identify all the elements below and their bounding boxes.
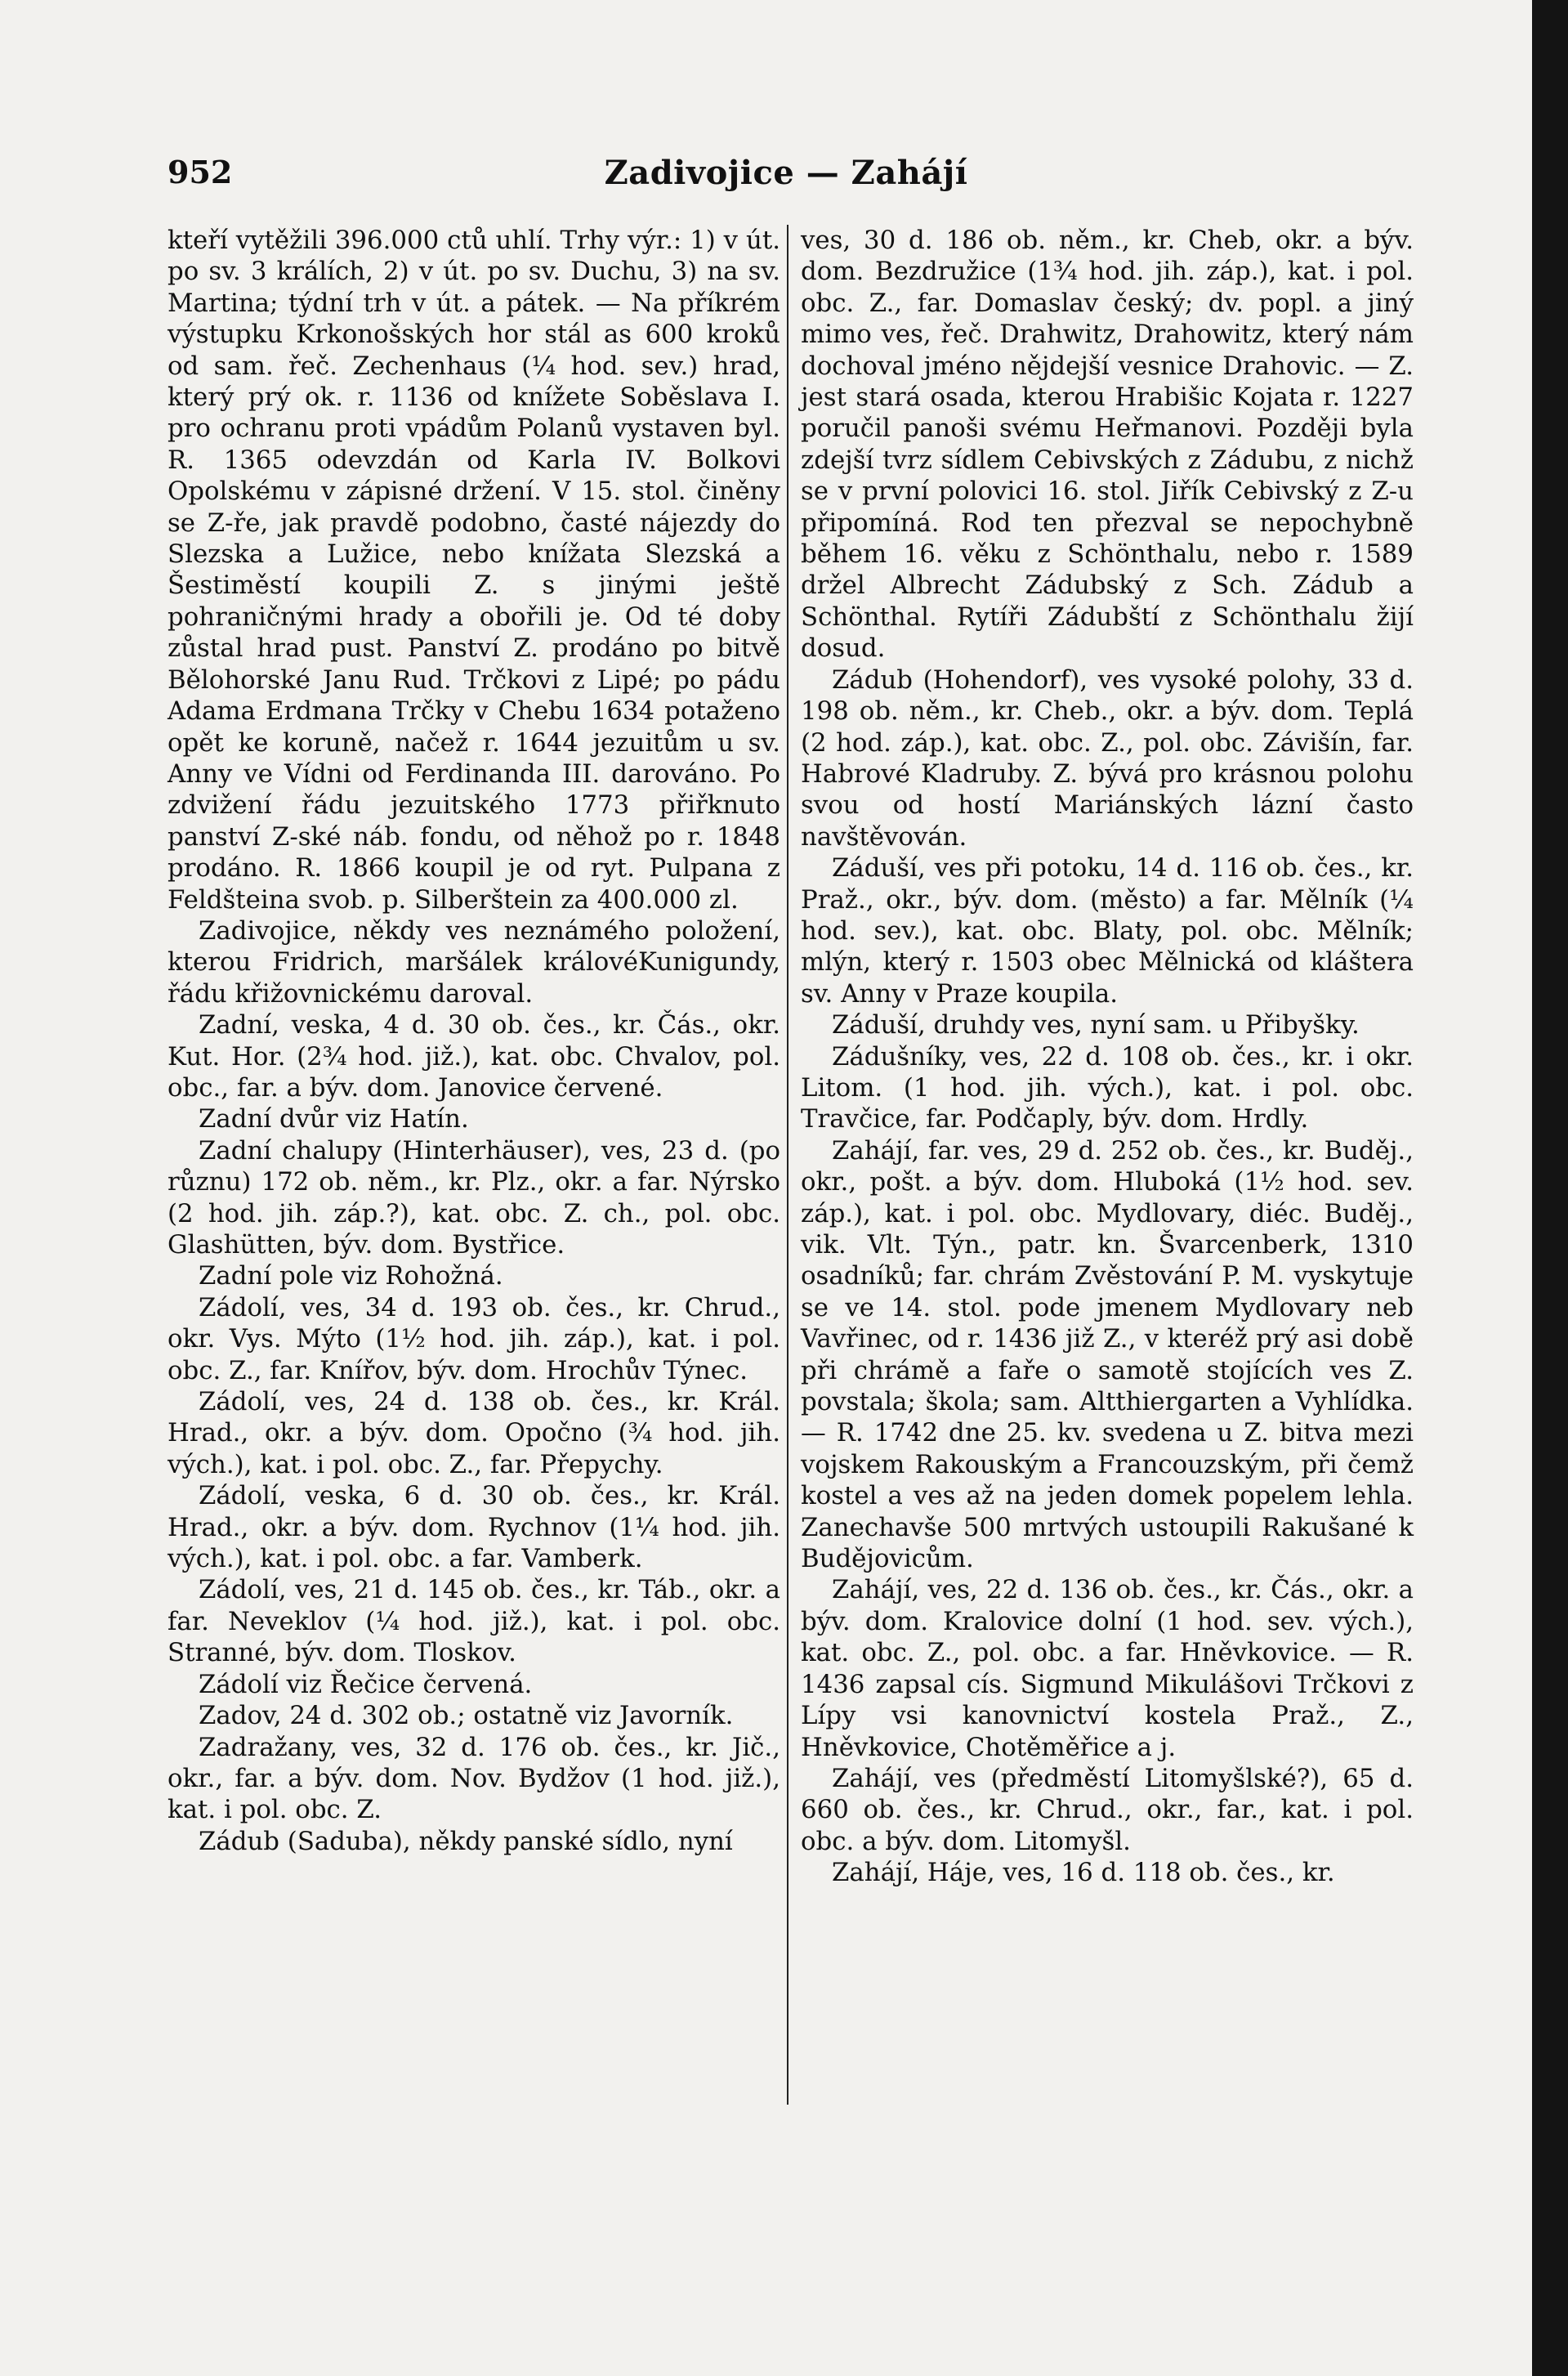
entry-paragraph: Zádolí, veska, 6 d. 30 ob. čes., kr. Král. Hrad., okr. a býv. dom. Rychnov (1¼ hod. jih. vých.), kat. i pol. obc. a far. Vamberk. <box>168 1481 780 1574</box>
page-title: Zadivojice — Zahájí <box>604 154 968 192</box>
entry-paragraph: Zadov, 24 d. 302 ob.; ostatně viz Javorník. <box>199 1701 734 1731</box>
entry-paragraph: Zádub (Saduba), někdy panské sídlo, nyní <box>199 1826 733 1856</box>
entry-paragraph: Zádušníky, ves, 22 d. 108 ob. čes., kr. i okr. Litom. (1 hod. jih. vých.), kat. i pol. obc. Travčice, far. Podčaply, býv. dom. Hrdly. <box>801 1041 1414 1134</box>
entry-paragraph: Zadní, veska, 4 d. 30 ob. čes., kr. Čás., okr. Kut. Hor. (2¾ hod. již.), kat. obc. Chvalov, pol. obc., far. a býv. dom. Janovice červené. <box>168 1010 780 1103</box>
entry-paragraph: kteří vytěžili 396.000 ctů uhlí. Trhy výr.: 1) v út. po sv. 3 králích, 2) v út. po sv. Duchu, 3) na sv. Martina; týdní trh v út. a pátek. — Na příkrém výstupku Krkonošských hor stál as 600 kroků od sam. řeč. Zechenhaus (¼ hod. sev.) hrad, který prý ok. r. 1136 od knížete Soběslava I. pro ochranu proti vpádům Polanů vystaven byl. R. 1365 odevzdán od Karla IV. Bolkovi Opolskému v zápisné držení. V 15. stol. činěny se Z-ře, jak pravdě podobno, časté nájezdy do Slezska a Lužice, nebo knížata Slezská a Šestiměstí koupili Z. s jinými ještě pohraničnými hrady a obořili je. Od té doby zůstal hrad pust. Panství Z. prodáno po bitvě Bělohorské Janu Rud. Trčkovi z Lipé; po pádu Adama Erdmana Trčky v Chebu 1634 potaženo opět ke koruně, načež r. 1644 jezuitům u sv. Anny ve Vídni od Ferdinanda III. darováno. Po zdvižení řádu jezuitského 1773 přiřknuto panství Z-ské náb. fondu, od něhož po r. 1848 prodáno. R. 1866 koupil je od ryt. Pulpana z Feldšteina svob. p. Silberštein za 400.000 zl. <box>168 226 780 915</box>
entry-paragraph: Zádolí, ves, 34 d. 193 ob. čes., kr. Chrud., okr. Vys. Mýto (1½ hod. jih. záp.), kat. i pol. obc. Z., far. Knířov, býv. dom. Hrochův Týnec. <box>168 1292 780 1385</box>
column-divider <box>787 225 788 2105</box>
entry-paragraph: ves, 30 d. 186 ob. něm., kr. Cheb, okr. a býv. dom. Bezdružice (1¾ hod. jih. záp.), kat. i pol. obc. Z., far. Domaslav český; dv. popl. a jiný mimo ves, řeč. Drahwitz, Drahowitz, který nám dochoval jméno nějdejší vesnice Drahovic. — Z. jest stará osada, kterou Hrabišic Kojata r. 1227 poručil panoši svému Heřmanovi. Později byla zdejší tvrz sídlem Cebivských z Zádubu, z nichž se v první polovici 16. stol. Jiřík Cebivský z Z-u připomíná. Rod ten přezval se nepochybně během 16. věku z Schönthalu, nebo r. 1589 držel Albrecht Zádubský z Sch. Zádub a Schönthal. Rytíři Zádubští z Schönthalu žijí dosud. <box>801 226 1414 664</box>
left-column <box>168 225 780 1857</box>
entry-paragraph: Záduší, druhdy ves, nyní sam. u Přibyšky. <box>832 1010 1360 1040</box>
entry-paragraph: Zadní dvůr viz Hatín. <box>199 1104 469 1134</box>
page-number: 952 <box>168 154 233 190</box>
entry-paragraph: Zahájí, ves, 22 d. 136 ob. čes., kr. Čás., okr. a býv. dom. Kralovice dolní (1 hod. sev. vých.), kat. obc. Z., pol. obc. a far. Hněvkovice. — R. 1436 zapsal cís. Sigmund Mikulášovi Trčkovi z Lípy vsi kanovnictví kostela Praž., Z., Hněvkovice, Chotěměřice a j. <box>801 1575 1414 1762</box>
entry-paragraph: Zádolí viz Řečice červená. <box>199 1669 533 1699</box>
entry-paragraph: Zahájí, Háje, ves, 16 d. 118 ob. čes., kr. <box>832 1858 1335 1888</box>
entry-paragraph: Zádub (Hohendorf), ves vysoké polohy, 33 d. 198 ob. něm., kr. Cheb., okr. a býv. dom. Teplá (2 hod. záp.), kat. obc. Z., pol. obc. Závišín, far. Habrové Kladruby. Z. bývá pro krásnou polohu svou od hostí Mariánských lázní často navštěvován. <box>801 664 1414 852</box>
scan-border <box>1532 0 1568 2376</box>
page-header <box>168 154 1405 203</box>
entry-paragraph: Zadní chalupy (Hinterhäuser), ves, 23 d. (po různu) 172 ob. něm., kr. Plz., okr. a far. Nýrsko (2 hod. jih. záp.?), kat. obc. Z. ch., pol. obc. Glashütten, býv. dom. Bystřice. <box>168 1135 780 1260</box>
entry-paragraph: Záduší, ves při potoku, 14 d. 116 ob. čes., kr. Praž., okr., býv. dom. (město) a far. Mělník (¼ hod. sev.), kat. obc. Blaty, pol. obc. Mělník; mlýn, který r. 1503 obec Mělnická od kláštera sv. Anny v Praze koupila. <box>801 853 1414 1009</box>
right-column <box>801 225 1414 1889</box>
entry-paragraph: Zádolí, ves, 21 d. 145 ob. čes., kr. Táb., okr. a far. Neveklov (¼ hod. již.), kat. i pol. obc. Stranné, býv. dom. Tloskov. <box>168 1575 780 1668</box>
entry-paragraph: Zadivojice, někdy ves neznámého položení, kterou Fridrich, maršálek královéKunigundy, řádu křižovnickému daroval. <box>168 915 780 1009</box>
entry-paragraph: Zahájí, ves (předměstí Litomyšlské?), 65 d. 660 ob. čes., kr. Chrud., okr., far., kat. i pol. obc. a býv. dom. Litomyšl. <box>801 1763 1414 1856</box>
entry-paragraph: Zádolí, ves, 24 d. 138 ob. čes., kr. Král. Hrad., okr. a býv. dom. Opočno (¾ hod. jih. vých.), kat. i pol. obc. Z., far. Přepychy. <box>168 1387 780 1479</box>
entry-paragraph: Zadní pole viz Rohožná. <box>199 1261 503 1291</box>
entry-paragraph: Zahájí, far. ves, 29 d. 252 ob. čes., kr. Buděj., okr., pošt. a býv. dom. Hluboká (1½ hod. sev. záp.), kat. i pol. obc. Mydlovary, diéc. Buděj., vik. Vlt. Týn., patr. kn. Švarcenberk, 1310 osadníků; far. chrám Zvěstování P. M. vyskytuje se ve 14. stol. pode jmenem Mydlovary neb Vavřinec, od r. 1436 již Z., v kteréž prý asi době při chrámě a faře o samotě stojících ves Z. povstala; škola; sam. Altthiergarten a Vyhlídka. — R. 1742 dne 25. kv. svedena u Z. bitva mezi vojskem Rakouským a Francouzským, při čemž kostel a ves až na jeden domek popelem lehla. Zanechavše 500 mrtvých ustoupili Rakušané k Budějovicům. <box>801 1135 1414 1574</box>
entry-paragraph: Zadražany, ves, 32 d. 176 ob. čes., kr. Jič., okr., far. a býv. dom. Nov. Bydžov (1 hod. již.), kat. i pol. obc. Z. <box>168 1732 780 1825</box>
